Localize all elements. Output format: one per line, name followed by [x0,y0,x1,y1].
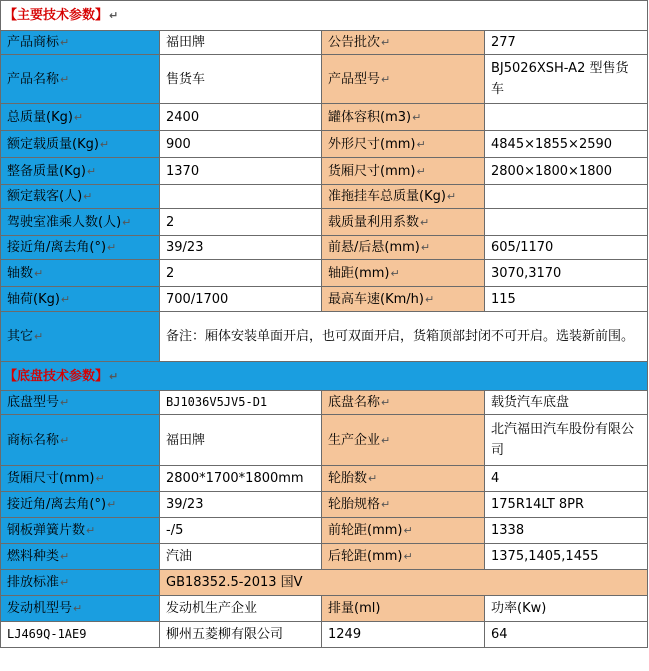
spec-label: 外形尺寸(mm)↵ [322,131,485,158]
chassis-section-title: 【底盘技术参数】↵ [1,362,648,391]
spec-label: 货厢尺寸(mm)↵ [1,466,160,492]
spec-row [1,236,648,260]
spec-label: 燃料种类↵ [1,544,160,570]
spec-label: 额定载客(人)↵ [1,185,160,209]
engine-maker-header: 发动机生产企业 [160,596,322,622]
engine-displacement-value: 1249 [322,622,485,648]
main-section-header-row [1,1,648,31]
spec-row [1,544,648,570]
engine-data-row [1,622,648,648]
main-spec-rows [1,31,648,312]
spec-label: 产品商标↵ [1,31,160,55]
spec-label: 底盘型号↵ [1,391,160,415]
emission-row [1,570,648,596]
spec-row [1,466,648,492]
spec-value: BJ5026XSH-A2 型售货车 [485,55,648,104]
spec-value: 1338 [485,518,648,544]
spec-row [1,158,648,185]
other-row [1,312,648,362]
spec-label: 准拖挂车总质量(Kg)↵ [322,185,485,209]
spec-row [1,185,648,209]
spec-value: 汽油 [160,544,322,570]
spec-value: 福田牌 [160,31,322,55]
spec-row [1,518,648,544]
spec-value: 277 [485,31,648,55]
spec-label: 产品型号↵ [322,55,485,104]
spec-label: 货厢尺寸(mm)↵ [322,158,485,185]
engine-power-header: 功率(Kw) [485,596,648,622]
spec-row [1,492,648,518]
engine-power-value: 64 [485,622,648,648]
spec-label: 轮胎数↵ [322,466,485,492]
other-value: 备注：厢体安装单面开启，也可双面开启，货箱顶部封闭不可开启。选装新前围。 [160,312,648,362]
spec-label: 商标名称↵ [1,415,160,466]
chassis-spec-rows [1,391,648,570]
spec-label: 额定载质量(Kg)↵ [1,131,160,158]
spec-label: 罐体容积(m3)↵ [322,104,485,131]
spec-label: 整备质量(Kg)↵ [1,158,160,185]
spec-value: 115 [485,287,648,312]
spec-value: 2 [160,209,322,236]
engine-model-header: 发动机型号↵ [1,596,160,622]
spec-value: 2800*1700*1800mm [160,466,322,492]
spec-value: 700/1700 [160,287,322,312]
spec-label: 接近角/离去角(°)↵ [1,492,160,518]
spec-label: 底盘名称↵ [322,391,485,415]
spec-label: 总质量(Kg)↵ [1,104,160,131]
spec-value: 1375,1405,1455 [485,544,648,570]
spec-value: 4 [485,466,648,492]
spec-value: 3070,3170 [485,260,648,287]
spec-value: BJ1036V5JV5-D1 [160,391,322,415]
spec-row [1,415,648,466]
spec-row [1,391,648,415]
spec-value: 1370 [160,158,322,185]
spec-label: 最高车速(Km/h)↵ [322,287,485,312]
spec-row [1,287,648,312]
spec-row [1,260,648,287]
spec-value: -/5 [160,518,322,544]
spec-row [1,55,648,104]
spec-row [1,31,648,55]
spec-value: 4845×1855×2590 [485,131,648,158]
spec-value: 39/23 [160,236,322,260]
spec-value: 福田牌 [160,415,322,466]
spec-row [1,209,648,236]
spec-value: 900 [160,131,322,158]
spec-label: 前轮距(mm)↵ [322,518,485,544]
spec-label: 轮胎规格↵ [322,492,485,518]
emission-value: GB18352.5-2013 国V [160,570,648,596]
spec-row [1,131,648,158]
emission-label: 排放标准↵ [1,570,160,596]
engine-maker-value: 柳州五菱柳有限公司 [160,622,322,648]
spec-label: 驾驶室准乘人数(人)↵ [1,209,160,236]
main-section-title: 【主要技术参数】↵ [1,1,648,31]
spec-label: 载质量利用系数↵ [322,209,485,236]
spec-value: 售货车 [160,55,322,104]
spec-value [485,185,648,209]
spec-value: 605/1170 [485,236,648,260]
spec-label: 后轮距(mm)↵ [322,544,485,570]
spec-value [160,185,322,209]
engine-header-row [1,596,648,622]
spec-value: 2400 [160,104,322,131]
spec-value: 2800×1800×1800 [485,158,648,185]
spec-value: 载货汽车底盘 [485,391,648,415]
chassis-section-header-row [1,362,648,391]
other-label: 其它↵ [1,312,160,362]
spec-value: 39/23 [160,492,322,518]
spec-value [485,209,648,236]
spec-value: 175R14LT 8PR [485,492,648,518]
spec-value [485,104,648,131]
spec-label: 钢板弹簧片数↵ [1,518,160,544]
spec-label: 轴距(mm)↵ [322,260,485,287]
engine-displacement-header: 排量(ml) [322,596,485,622]
spec-value: 北汽福田汽车股份有限公司 [485,415,648,466]
spec-row [1,104,648,131]
spec-label: 轴荷(Kg)↵ [1,287,160,312]
spec-label: 公告批次↵ [322,31,485,55]
spec-label: 生产企业↵ [322,415,485,466]
spec-label: 前悬/后悬(mm)↵ [322,236,485,260]
spec-label: 产品名称↵ [1,55,160,104]
spec-label: 接近角/离去角(°)↵ [1,236,160,260]
engine-model-value: LJ469Q-1AE9 [1,622,160,648]
spec-label: 轴数↵ [1,260,160,287]
spec-value: 2 [160,260,322,287]
